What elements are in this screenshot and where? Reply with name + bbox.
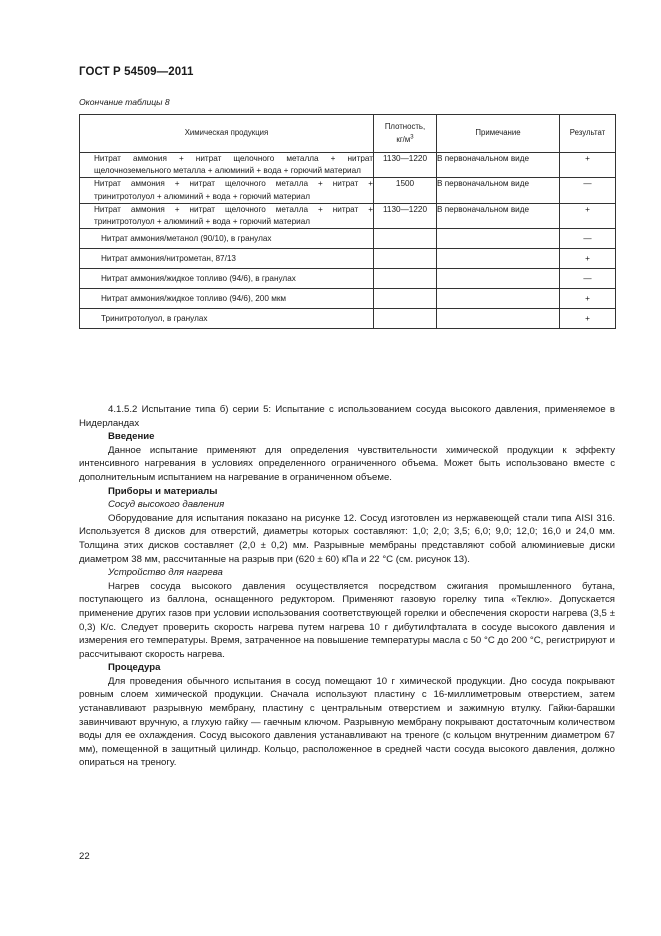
document-header: ГОСТ Р 54509—2011 bbox=[79, 66, 194, 78]
density-unit-exponent: 3 bbox=[410, 133, 414, 140]
table-caption: Окончание таблицы 8 bbox=[79, 97, 170, 107]
cell-product: Тринитротолуол, в гранулах bbox=[80, 309, 374, 329]
heater-paragraph: Нагрев сосуда высокого давления осуществляется посредством сжигания промышленного бутана, поступающего из баллона, оснащенного редуктором. Применяют газовую горелку типа «Теклю». Допускается применение других газов при условии использования соответствующей горелки и обеспечения скорости нагрева (3,5 ± 0,3) К/с. Следует проверить скорость нагрева путем нагрева 10 г дибутилфталата в сосуде высокого давления и измерения его температуры. Время, затраченное на повышение температуры масла с 50 °С до 200 °С, регистрируют и рассчитывают скорость нагрева. bbox=[79, 580, 615, 660]
body-text bbox=[79, 403, 615, 770]
density-label: Плотность, bbox=[384, 122, 426, 132]
cell-product: Нитрат аммония + нитрат щелочного металла + нитрат + тринитротолуол + алюминий + вода + горючий материал bbox=[80, 203, 374, 228]
intro-paragraph: Данное испытание применяют для определения чувствительности химической продукции к эффекту интенсивного нагревания в условиях определенного ограниченного объема. Может быть использовано вместе с дополнительным испытанием на нагревание в ограниченном объеме. bbox=[79, 444, 615, 483]
table-row bbox=[80, 269, 616, 289]
cell-note bbox=[437, 269, 560, 289]
cell-product: Нитрат аммония + нитрат щелочного металла + нитрат щелочноземельного металла + алюминий + вода + горючий материал bbox=[80, 153, 374, 178]
heading-equipment: Приборы и материалы bbox=[108, 485, 218, 497]
table-header-row bbox=[80, 115, 616, 153]
table-row bbox=[80, 289, 616, 309]
table-row bbox=[80, 153, 616, 178]
cell-product: Нитрат аммония/жидкое топливо (94/6), 200 мкм bbox=[80, 289, 374, 309]
cell-density bbox=[374, 249, 437, 269]
cell-product: Нитрат аммония + нитрат щелочного металла + нитрат + тринитротолуол + алюминий + вода + горючий материал bbox=[80, 178, 374, 203]
table-row bbox=[80, 178, 616, 203]
cell-density bbox=[374, 289, 437, 309]
heading-introduction: Введение bbox=[108, 431, 155, 443]
cell-note: В первоначальном виде bbox=[437, 178, 560, 203]
subheading-heater: Устройство для нагрева bbox=[108, 567, 223, 579]
cell-density bbox=[374, 229, 437, 249]
procedure-paragraph: Для проведения обычного испытания в сосуд помещают 10 г химической продукции. Дно сосуда покрывают ровным слоем химической продукции. Сначала используют пластину с 16-миллиметровым отверстием, затем устанавливают разрывную мембрану, пластину с центральным отверстием и зажимную втулку. Гайки-барашки завинчивают вручную, а глухую гайку — гаечным ключом. Разрывную мембрану покрывают достаточным количеством воды для ее охлаждения. Сосуд высокого давления устанавливают на треноге (с кольцом внутренним диаметром 67 мм), помещенной в защитный цилиндр. Кольцо, расположенное в средней части сосуда высокого давления, должно опираться на треногу. bbox=[79, 675, 615, 769]
column-header-density bbox=[374, 115, 437, 153]
cell-result: — bbox=[560, 178, 616, 203]
cell-note bbox=[437, 289, 560, 309]
cell-note bbox=[437, 249, 560, 269]
section-paragraph: 4.1.5.2 Испытание типа б) серии 5: Испытание с использованием сосуда высокого давления, применяемое в Нидерландах bbox=[79, 404, 615, 429]
cell-note bbox=[437, 229, 560, 249]
cell-density bbox=[374, 309, 437, 329]
cell-result: + bbox=[560, 309, 616, 329]
chemical-table bbox=[79, 114, 616, 329]
cell-note: В первоначальном виде bbox=[437, 153, 560, 178]
cell-result: + bbox=[560, 289, 616, 309]
cell-note bbox=[437, 309, 560, 329]
cell-density: 1130—1220 bbox=[374, 203, 437, 228]
cell-density: 1130—1220 bbox=[374, 153, 437, 178]
cell-result: + bbox=[560, 153, 616, 178]
subheading-vessel: Сосуд высокого давления bbox=[108, 499, 225, 511]
column-header-note: Примечание bbox=[437, 115, 560, 153]
cell-note: В первоначальном виде bbox=[437, 203, 560, 228]
cell-result: — bbox=[560, 229, 616, 249]
cell-density: 1500 bbox=[374, 178, 437, 203]
cell-result: — bbox=[560, 269, 616, 289]
cell-product: Нитрат аммония/метанол (90/10), в гранулах bbox=[80, 229, 374, 249]
column-header-result: Результат bbox=[560, 115, 616, 153]
column-header-product: Химическая продукция bbox=[80, 115, 374, 153]
page-number: 22 bbox=[79, 851, 90, 862]
heading-procedure: Процедура bbox=[108, 662, 161, 674]
density-unit: кг/м bbox=[396, 134, 411, 144]
table-row bbox=[80, 249, 616, 269]
vessel-paragraph: Оборудование для испытания показано на рисунке 12. Сосуд изготовлен из нержавеющей стали типа AISI 316. Используется 8 дисков для отверстий, диаметры которых составляют: 1,0; 2,0; 3,5; 6,0; 9,0; 12,0; 16,0 и 24,0 мм. Толщина этих дисков составляет (2,0 ± 0,2) мм. Разрывные мембраны представляют собой алюминиевые диски диаметром 38 мм, рассчитанные на разрыв при (620 ± 60) кПа и 22 °С (см. рисунок 13). bbox=[79, 512, 615, 565]
cell-product: Нитрат аммония/жидкое топливо (94/6), в гранулах bbox=[80, 269, 374, 289]
cell-product: Нитрат аммония/нитрометан, 87/13 bbox=[80, 249, 374, 269]
table-row bbox=[80, 309, 616, 329]
cell-result: + bbox=[560, 249, 616, 269]
cell-density bbox=[374, 269, 437, 289]
table-row bbox=[80, 203, 616, 228]
cell-result: + bbox=[560, 203, 616, 228]
table-row bbox=[80, 229, 616, 249]
